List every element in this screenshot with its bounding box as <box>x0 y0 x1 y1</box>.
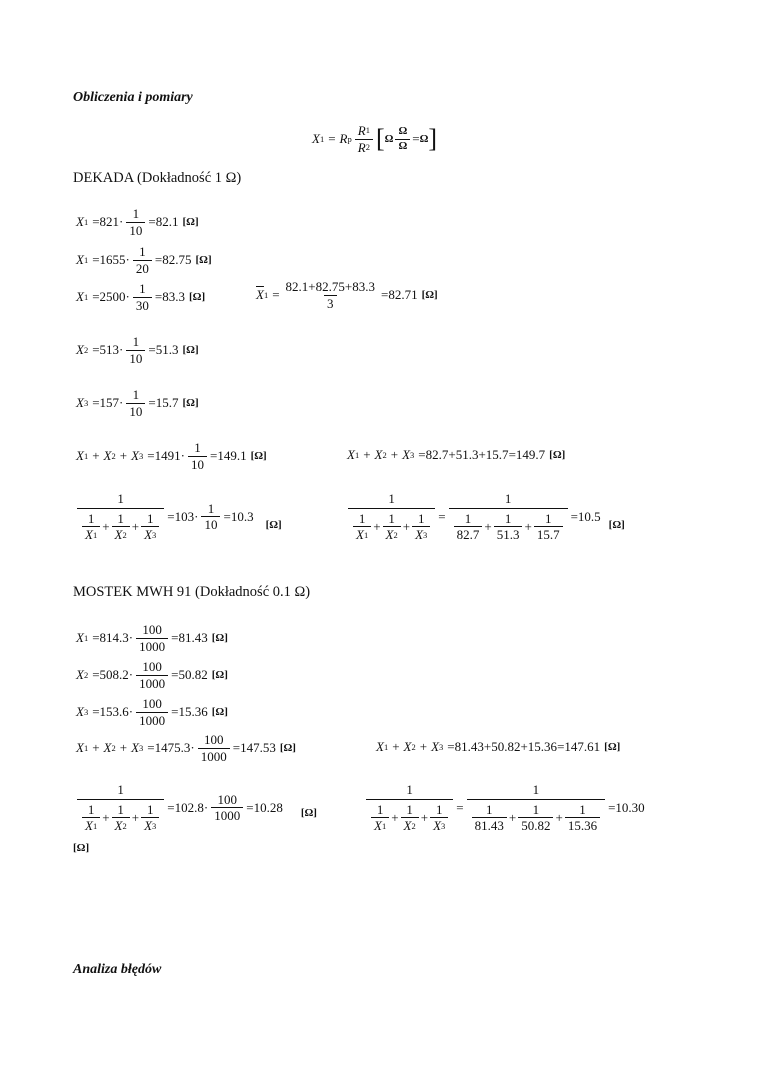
dekada-series-right: X 1 + X 2 + X 3 = 82.7+51.3+15.7 = 149.7 [Ω] <box>347 447 566 462</box>
dekada-x1-eq-1: X 1 = 821 · $\frac{1}{10}$ = 82.1 [Ω] <box>76 206 199 238</box>
mostek-x1-eq: X 1 = 814.3 · $\frac{100}{1000}$ = 81.43 [Ω] <box>76 622 228 654</box>
mostek-x2-eq: X 2 = 508.2 · $\frac{100}{1000}$ = 50.82 [Ω] <box>76 659 228 691</box>
main-formula: X 1 = R p R 1 R 2 [ Ω $\frac{\Omega}{\Omega}$ = Ω ] <box>312 123 438 155</box>
mostek-parallel-right-unit: [Ω] <box>73 842 90 854</box>
mostek-heading: MOSTEK MWH 91 (Dokładność 0.1 Ω) <box>73 584 311 600</box>
mostek-series-right: X 1 + X 2 + X 3 = 81.43+50.82+15.36 = 147.61 [Ω] <box>376 739 621 754</box>
mostek-parallel-left: 1 1 X 1 + 1 X 2 + 1 X 3 = 102.8 · $\frac{100}{1000}$ = 10.28 [Ω] <box>74 783 317 833</box>
dekada-x1-mean: $\overline{X}$ 1 = $\frac{82.1+82.75+83.3}{3}$ = 82.71 [Ω] <box>256 279 438 311</box>
mostek-series-left: X 1 + X 2 + X 3 = 1475.3 · $\frac{100}{1000}$ = 147.53 [Ω] <box>76 732 296 764</box>
dekada-x3-eq: X 3 = 157 · $\frac{1}{10}$ = 15.7 [Ω] <box>76 387 199 419</box>
dekada-heading: DEKADA (Dokładność 1 Ω) <box>73 170 242 186</box>
section-heading-calculations: Obliczenia i pomiary <box>73 90 193 105</box>
mostek-parallel-right: 1 1 X 1 + 1 X 2 + 1 X 3 = 1 $\frac{1}{81.43}$ + $\frac{1}{50.82}$ + $\frac{1}{15.36}$ = 10.30 <box>363 783 645 833</box>
mostek-x3-eq: X 3 = 153.6 · $\frac{100}{1000}$ = 15.36 [Ω] <box>76 696 228 728</box>
dekada-x1-eq-2: X 1 = 1655 · $\frac{1}{20}$ = 82.75 [Ω] <box>76 244 212 276</box>
dekada-x1-eq-3: X 1 = 2500 · $\frac{1}{30}$ = 83.3 [Ω] <box>76 281 206 313</box>
dekada-parallel-right: 1 1 X 1 + 1 X 2 + 1 X 3 = 1 $\frac{1}{82.7}$ + $\frac{1}{51.3}$ + $\frac{1}{15.7}$ = 10.5 [Ω] <box>345 492 625 542</box>
dekada-x2-eq: X 2 = 513 · $\frac{1}{10}$ = 51.3 [Ω] <box>76 334 199 366</box>
dekada-series-left: X 1 + X 2 + X 3 = 1491 · $\frac{1}{10}$ = 149.1 [Ω] <box>76 440 267 472</box>
section-heading-analysis: Analiza błędów <box>73 962 162 977</box>
dekada-parallel-left: 1 1 X 1 + 1 X 2 + 1 X 3 = 103 · $\frac{1}{10}$ = 10.3 [Ω] <box>74 492 282 542</box>
